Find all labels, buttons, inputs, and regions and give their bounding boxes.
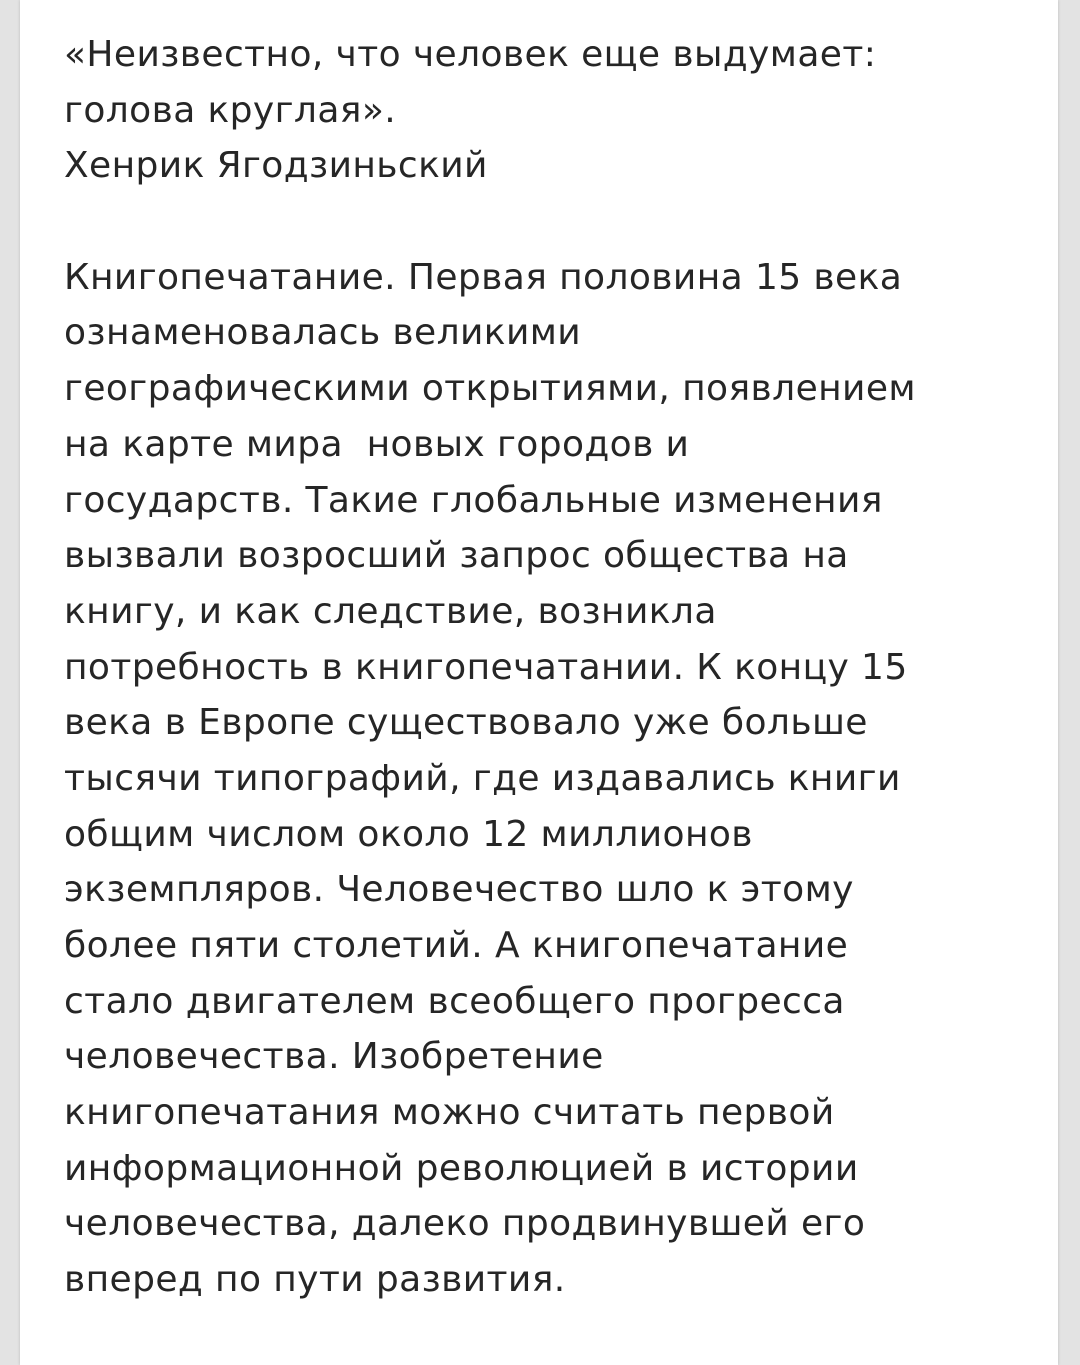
quote-line: «Неизвестно, что человек еще выдумает:	[64, 34, 877, 75]
article-line: потребность в книгопечатании. К концу 15	[64, 646, 908, 688]
article-line: вперед по пути развития.	[64, 1259, 566, 1301]
article-line: общим числом около 12 миллионов	[64, 813, 753, 855]
article-line: ознаменовалась великими	[64, 312, 582, 354]
quote-author: Хенрик Ягодзиньский	[64, 145, 488, 187]
article-line: человечества. Изобретение	[64, 1036, 604, 1078]
article-line: книгопечатания можно считать первой	[64, 1092, 835, 1134]
quote-line: голова круглая».	[64, 89, 397, 131]
article-line: книгу, и как следствие, возникла	[64, 590, 717, 632]
article-line: вызвали возросший запрос общества на	[64, 535, 849, 577]
article-line: географическими открытиями, появлением	[64, 368, 916, 410]
document-page	[20, 0, 1058, 1365]
article-line: века в Европе существовало уже больше	[64, 702, 868, 744]
article-line: Книгопечатание. Первая половина 15 века	[64, 256, 903, 298]
article-line: государств. Такие глобальные изменения	[64, 479, 883, 521]
article-line: стало двигателем всеобщего прогресса	[64, 980, 845, 1022]
article-line: человечества, далеко продвинувшей его	[64, 1203, 866, 1245]
article-line: на карте мира новых городов и	[64, 423, 690, 465]
article-line: тысячи типографий, где издавались книги	[64, 757, 901, 799]
text-block	[64, 27, 1044, 1308]
article-line: экземпляров. Человечество шло к этому	[64, 869, 854, 911]
paragraph-spacer	[64, 194, 1044, 250]
article-line: более пяти столетий. А книгопечатание	[64, 925, 849, 966]
article-line: информационной революцией в истории	[64, 1147, 859, 1189]
